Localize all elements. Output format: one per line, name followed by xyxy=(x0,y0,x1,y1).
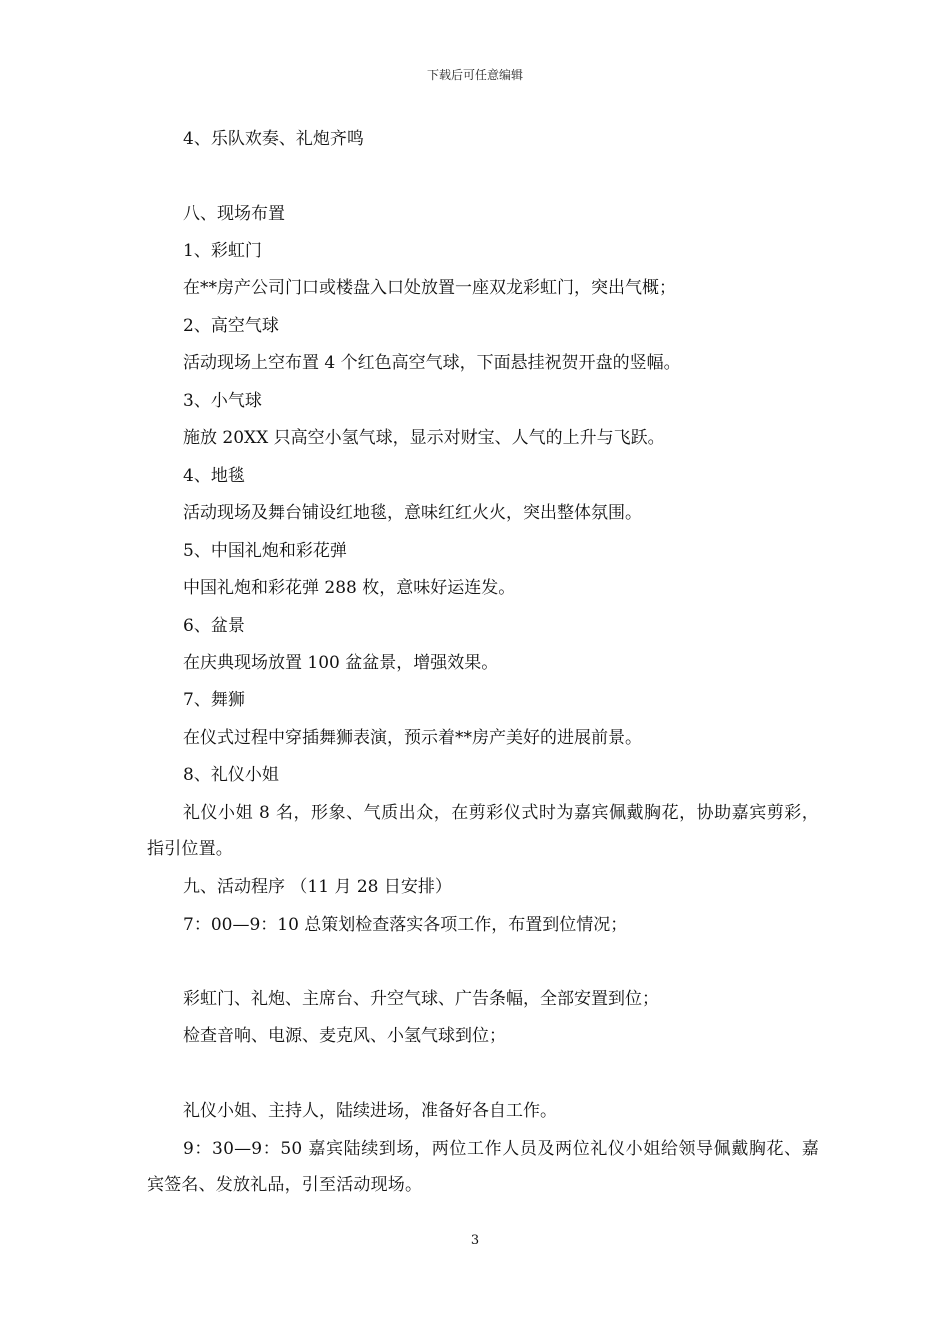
text-line: 在仪式过程中穿插舞狮表演，预示着**房产美好的进展前景。 xyxy=(183,728,642,748)
subheading: 7、舞狮 xyxy=(183,690,245,710)
text-line: 活动现场上空布置 4 个红色高空气球，下面悬挂祝贺开盘的竖幅。 xyxy=(183,353,681,373)
text-line: 在**房产公司门口或楼盘入口处放置一座双龙彩虹门，突出气概； xyxy=(183,278,676,298)
text-line: 检查音响、电源、麦克风、小氢气球到位； xyxy=(183,1026,506,1046)
text-line: 中国礼炮和彩花弹 288 枚，意味好运连发。 xyxy=(183,578,516,598)
section-heading: 九、活动程序 （11 月 28 日安排） xyxy=(183,877,452,897)
subheading: 4、地毯 xyxy=(183,466,245,486)
subheading: 5、中国礼炮和彩花弹 xyxy=(183,541,347,561)
subheading: 1、彩虹门 xyxy=(183,241,262,261)
subheading: 2、高空气球 xyxy=(183,316,279,336)
text-line: 彩虹门、礼炮、主席台、升空气球、广告条幅，全部安置到位； xyxy=(183,989,659,1009)
text-line: 施放 20XX 只高空小氢气球，显示对财宝、人气的上升与飞跃。 xyxy=(183,428,665,448)
subheading: 6、盆景 xyxy=(183,616,245,636)
paragraph: 9：30—9：50 嘉宾陆续到场，两位工作人员及两位礼仪小姐给领导佩戴胸花、嘉宾签名、发放礼品，引至活动现场。 xyxy=(147,1139,819,1195)
page-number: 3 xyxy=(470,1233,480,1248)
section-heading: 八、现场布置 xyxy=(183,204,285,224)
text-line: 在庆典现场放置 100 盆盆景，增强效果。 xyxy=(183,653,499,673)
subheading: 8、礼仪小姐 xyxy=(183,765,279,785)
text-line: 7：00—9：10 总策划检查落实各项工作，布置到位情况； xyxy=(183,915,628,935)
text-line: 4、乐队欢奏、礼炮齐鸣 xyxy=(183,129,364,149)
subheading: 3、小气球 xyxy=(183,391,262,411)
paragraph: 礼仪小姐 8 名，形象、气质出众，在剪彩仪式时为嘉宾佩戴胸花，协助嘉宾剪彩，指引位置。 xyxy=(147,803,819,859)
text-line: 礼仪小姐、主持人，陆续进场，准备好各自工作。 xyxy=(183,1101,557,1121)
text-line: 活动现场及舞台铺设红地毯，意味红红火火，突出整体氛围。 xyxy=(183,503,642,523)
page-header: 下载后可任意编辑 xyxy=(426,68,523,82)
